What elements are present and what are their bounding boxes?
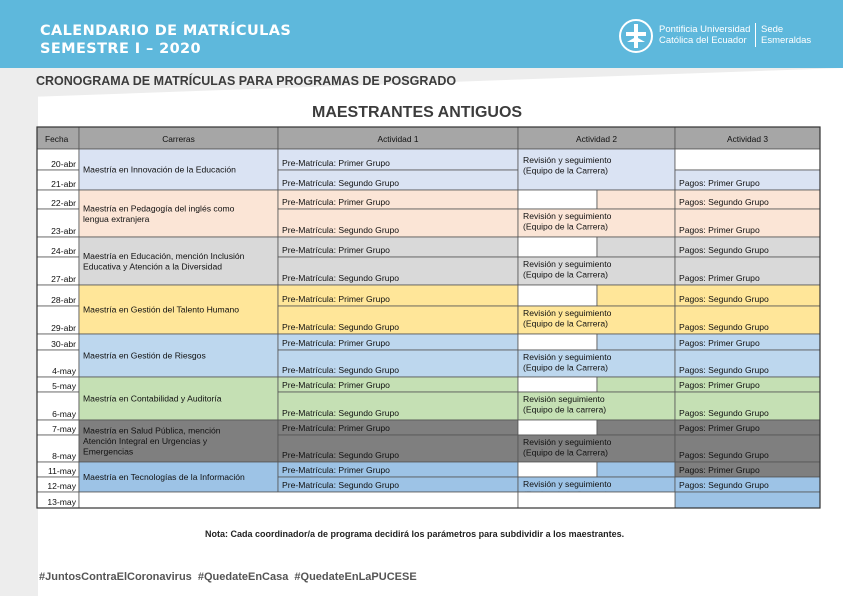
campus-name-line2: Esmeraldas bbox=[761, 35, 812, 46]
activity3-cell bbox=[675, 149, 820, 170]
university-name-line1: Pontificia Universidad bbox=[659, 24, 751, 35]
activity1-label: Pre-Matrícula: Segundo Grupo bbox=[282, 408, 400, 418]
university-name-line2: Católica del Ecuador bbox=[659, 35, 747, 46]
activity2-label: Revisión y seguimiento (Equipo de la Carrera) bbox=[523, 437, 612, 458]
date-label: 7-may bbox=[52, 424, 76, 434]
activity2-blank-cell bbox=[518, 420, 597, 435]
activity2-blank-cell bbox=[518, 462, 597, 477]
activity2-blank-cell bbox=[518, 285, 597, 306]
header-title-line2: SEMESTRE I – 2020 bbox=[40, 41, 202, 57]
activity3-label: Pagos: Primer Grupo bbox=[679, 338, 760, 348]
activity2-cell bbox=[597, 420, 675, 435]
activity2-blank-cell bbox=[518, 334, 597, 350]
date-label: 27-abr bbox=[51, 274, 76, 284]
activity3-label: Pagos: Segundo Grupo bbox=[679, 245, 769, 255]
activity2-blank-cell bbox=[518, 237, 597, 257]
activity3-label: Pagos: Primer Grupo bbox=[679, 225, 760, 235]
activity2-cell bbox=[597, 462, 675, 477]
activity1-label: Pre-Matrícula: Segundo Grupo bbox=[282, 273, 400, 283]
activity1-label: Pre-Matrícula: Primer Grupo bbox=[282, 197, 390, 207]
date-label: 21-abr bbox=[51, 179, 76, 189]
activity2-blank-cell bbox=[518, 190, 597, 209]
program-name: Maestría en Tecnologías de la Información bbox=[83, 472, 245, 482]
activity1-label: Pre-Matrícula: Segundo Grupo bbox=[282, 178, 400, 188]
activity2-cell bbox=[597, 285, 675, 306]
program-name: Maestría en Pedagogía del inglés como lengua extranjera bbox=[83, 203, 235, 224]
program-name: Maestría en Educación, mención Inclusión Educativa y Atención a la Diversidad bbox=[83, 250, 245, 272]
activity3-label: Pagos: Primer Grupo bbox=[679, 423, 760, 433]
page-subtitle: CRONOGRAMA DE MATRÍCULAS PARA PROGRAMAS DE POSGRADO bbox=[36, 74, 457, 88]
header-title-line1: CALENDARIO DE MATRÍCULAS bbox=[40, 23, 292, 39]
date-label: 23-abr bbox=[51, 226, 76, 236]
date-label: 5-may bbox=[52, 381, 76, 391]
activity2-label: Revisión y seguimiento (Equipo de la Carrera) bbox=[523, 308, 612, 329]
activity2-cell bbox=[597, 334, 675, 350]
activity2-label: Revisión y seguimiento (Equipo de la Carrera) bbox=[523, 211, 612, 232]
date-label: 12-may bbox=[47, 481, 76, 491]
program-name: Maestría en Gestión de Riesgos bbox=[83, 350, 206, 361]
activity2-cell bbox=[597, 377, 675, 392]
campus-name-line1: Sede bbox=[761, 24, 784, 35]
activity3-label: Pagos: Segundo Grupo bbox=[679, 294, 769, 304]
activity3-label: Pagos: Segundo Grupo bbox=[679, 450, 769, 460]
activity1-label: Pre-Matrícula: Segundo Grupo bbox=[282, 365, 400, 375]
activity1-label: Pre-Matrícula: Primer Grupo bbox=[282, 423, 390, 433]
activity3-label: Pagos: Segundo Grupo bbox=[679, 197, 769, 207]
activity2-label: Revisión y seguimiento (Equipo de la Carrera) bbox=[523, 155, 612, 176]
program-name: Maestría en Contabilidad y Auditoría bbox=[83, 393, 222, 404]
program-name: Maestría en Gestión del Talento Humano bbox=[83, 304, 240, 315]
activity2-label: Revisión y seguimiento bbox=[523, 479, 612, 489]
activity3-label: Pagos: Segundo Grupo bbox=[679, 365, 769, 375]
activity2-label: Revisión seguimiento (Equipo de la carrera) bbox=[523, 394, 607, 415]
activity3-label: Pagos: Primer Grupo bbox=[679, 178, 760, 188]
hashtags: #JuntosContraElCoronavirus #QuedateEnCasa #QuedateEnLaPUCESE bbox=[39, 571, 417, 583]
header-fecha-label: Fecha bbox=[45, 134, 69, 144]
date-label: 8-may bbox=[52, 451, 76, 461]
date-label: 24-abr bbox=[51, 246, 76, 256]
activity2-cell bbox=[597, 237, 675, 257]
date-label: 6-may bbox=[52, 409, 76, 419]
activity1-label: Pre-Matrícula: Primer Grupo bbox=[282, 338, 390, 348]
activity3-label: Pagos: Segundo Grupo bbox=[679, 408, 769, 418]
activity1-label: Pre-Matrícula: Primer Grupo bbox=[282, 245, 390, 255]
activity3-label: Pagos: Primer Grupo bbox=[679, 380, 760, 390]
date-label: 13-may bbox=[47, 497, 76, 507]
header-actividad-3-label: Actividad 3 bbox=[727, 134, 768, 144]
activity2-label: Revisión y seguimiento (Equipo de la Carrera) bbox=[523, 352, 612, 373]
program-name: Maestría en Innovación de la Educación bbox=[83, 164, 236, 175]
activity1-label: Pre-Matrícula: Segundo Grupo bbox=[282, 480, 400, 490]
date-label: 11-may bbox=[47, 466, 76, 476]
program-name: Maestría en Salud Pública, mención Atención Integral en Urgencias y Emergencias bbox=[83, 425, 221, 457]
date-label: 28-abr bbox=[51, 295, 76, 305]
date-label: 29-abr bbox=[51, 323, 76, 333]
date-label: 30-abr bbox=[51, 339, 76, 349]
date-label: 4-may bbox=[52, 366, 76, 376]
activity1-label: Pre-Matrícula: Primer Grupo bbox=[282, 158, 390, 168]
activity2-label: Revisión y seguimiento (Equipo de la Carrera) bbox=[523, 259, 612, 280]
activity3-label: Pagos: Segundo Grupo bbox=[679, 322, 769, 332]
activity3-label: Pagos: Primer Grupo bbox=[679, 465, 760, 475]
activity1-label: Pre-Matrícula: Segundo Grupo bbox=[282, 450, 400, 460]
page-title: MAESTRANTES ANTIGUOS bbox=[312, 104, 523, 121]
activity2-blank-cell bbox=[518, 377, 597, 392]
activity1-label: Pre-Matrícula: Primer Grupo bbox=[282, 380, 390, 390]
activity2-cell bbox=[597, 190, 675, 209]
activity1-label: Pre-Matrícula: Primer Grupo bbox=[282, 465, 390, 475]
date-label: 20-abr bbox=[51, 159, 76, 169]
activity1-label: Pre-Matrícula: Segundo Grupo bbox=[282, 225, 400, 235]
activity1-label: Pre-Matrícula: Primer Grupo bbox=[282, 294, 390, 304]
empty-cell bbox=[518, 492, 675, 508]
date-label: 22-abr bbox=[51, 198, 76, 208]
activity3-cell bbox=[675, 492, 820, 508]
header-actividad-2-label: Actividad 2 bbox=[576, 134, 617, 144]
activity3-label: Pagos: Segundo Grupo bbox=[679, 480, 769, 490]
empty-cell bbox=[79, 492, 518, 508]
header-actividad-1-label: Actividad 1 bbox=[377, 134, 419, 144]
activity3-label: Pagos: Primer Grupo bbox=[679, 273, 760, 283]
header-carreras-label: Carreras bbox=[162, 134, 195, 144]
footnote: Nota: Cada coordinador/a de programa decidirá los parámetros para subdividir a los maestrantes. bbox=[205, 529, 625, 539]
activity1-label: Pre-Matrícula: Segundo Grupo bbox=[282, 322, 400, 332]
